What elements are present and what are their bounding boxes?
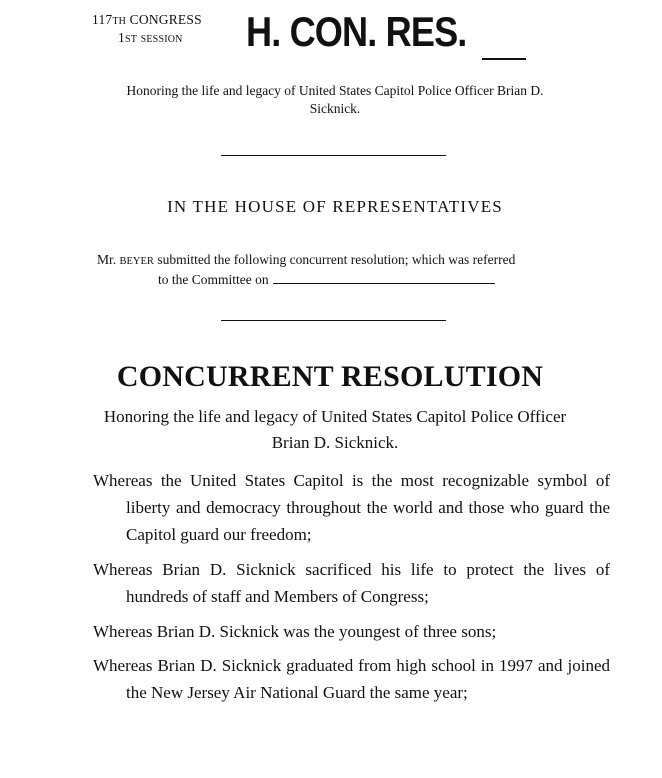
sponsor-name: BEYER — [119, 256, 154, 267]
sponsor-line-2 — [97, 271, 571, 289]
congress-session-block — [92, 12, 232, 48]
session-line — [92, 30, 232, 48]
session-word: SESSION — [140, 34, 183, 45]
congress-number: 117 — [92, 12, 113, 27]
whereas-clause: Whereas the United States Capitol is the most recognizable symbol of liberty and democracy throughout the world and those who guard the Capitol guard our freedom; — [93, 471, 610, 544]
session-number: 1 — [118, 30, 125, 45]
bill-number-blank — [482, 58, 526, 60]
sponsor-statement — [97, 251, 571, 289]
divider-rule — [221, 155, 446, 156]
whereas-clause: Whereas Brian D. Sicknick was the youngest of three sons; — [93, 622, 497, 641]
session-suffix: ST — [124, 34, 138, 45]
sponsor-line-1 — [97, 251, 571, 271]
whereas-clause: Whereas Brian D. Sicknick graduated from high school in 1997 and joined the New Jersey Air National Guard the same year; — [93, 656, 610, 702]
house-heading: IN THE HOUSE OF REPRESENTATIVES — [167, 197, 503, 216]
congress-word: CONGRESS — [129, 12, 202, 27]
bill-identifier: H. CON. RES. — [246, 8, 467, 55]
divider-rule — [221, 320, 446, 321]
committee-label: to the Committee on — [158, 272, 269, 287]
long-title: Honoring the life and legacy of United States Capitol Police Officer Brian D. Sicknick. — [103, 407, 567, 452]
congress-line — [92, 12, 232, 30]
whereas-clause: Whereas Brian D. Sicknick sacrificed his life to protect the lives of hundreds of staff and Members of Congress; — [93, 560, 610, 606]
short-title: Honoring the life and legacy of United States Capitol Police Officer Brian D. Sicknick. — [126, 83, 544, 116]
congress-suffix: TH — [112, 16, 127, 27]
sponsor-text: submitted the following concurrent resolution; which was referred — [157, 252, 516, 267]
committee-blank — [273, 273, 495, 284]
sponsor-prefix: Mr. — [97, 252, 117, 267]
document-type-heading: CONCURRENT RESOLUTION — [116, 360, 544, 393]
